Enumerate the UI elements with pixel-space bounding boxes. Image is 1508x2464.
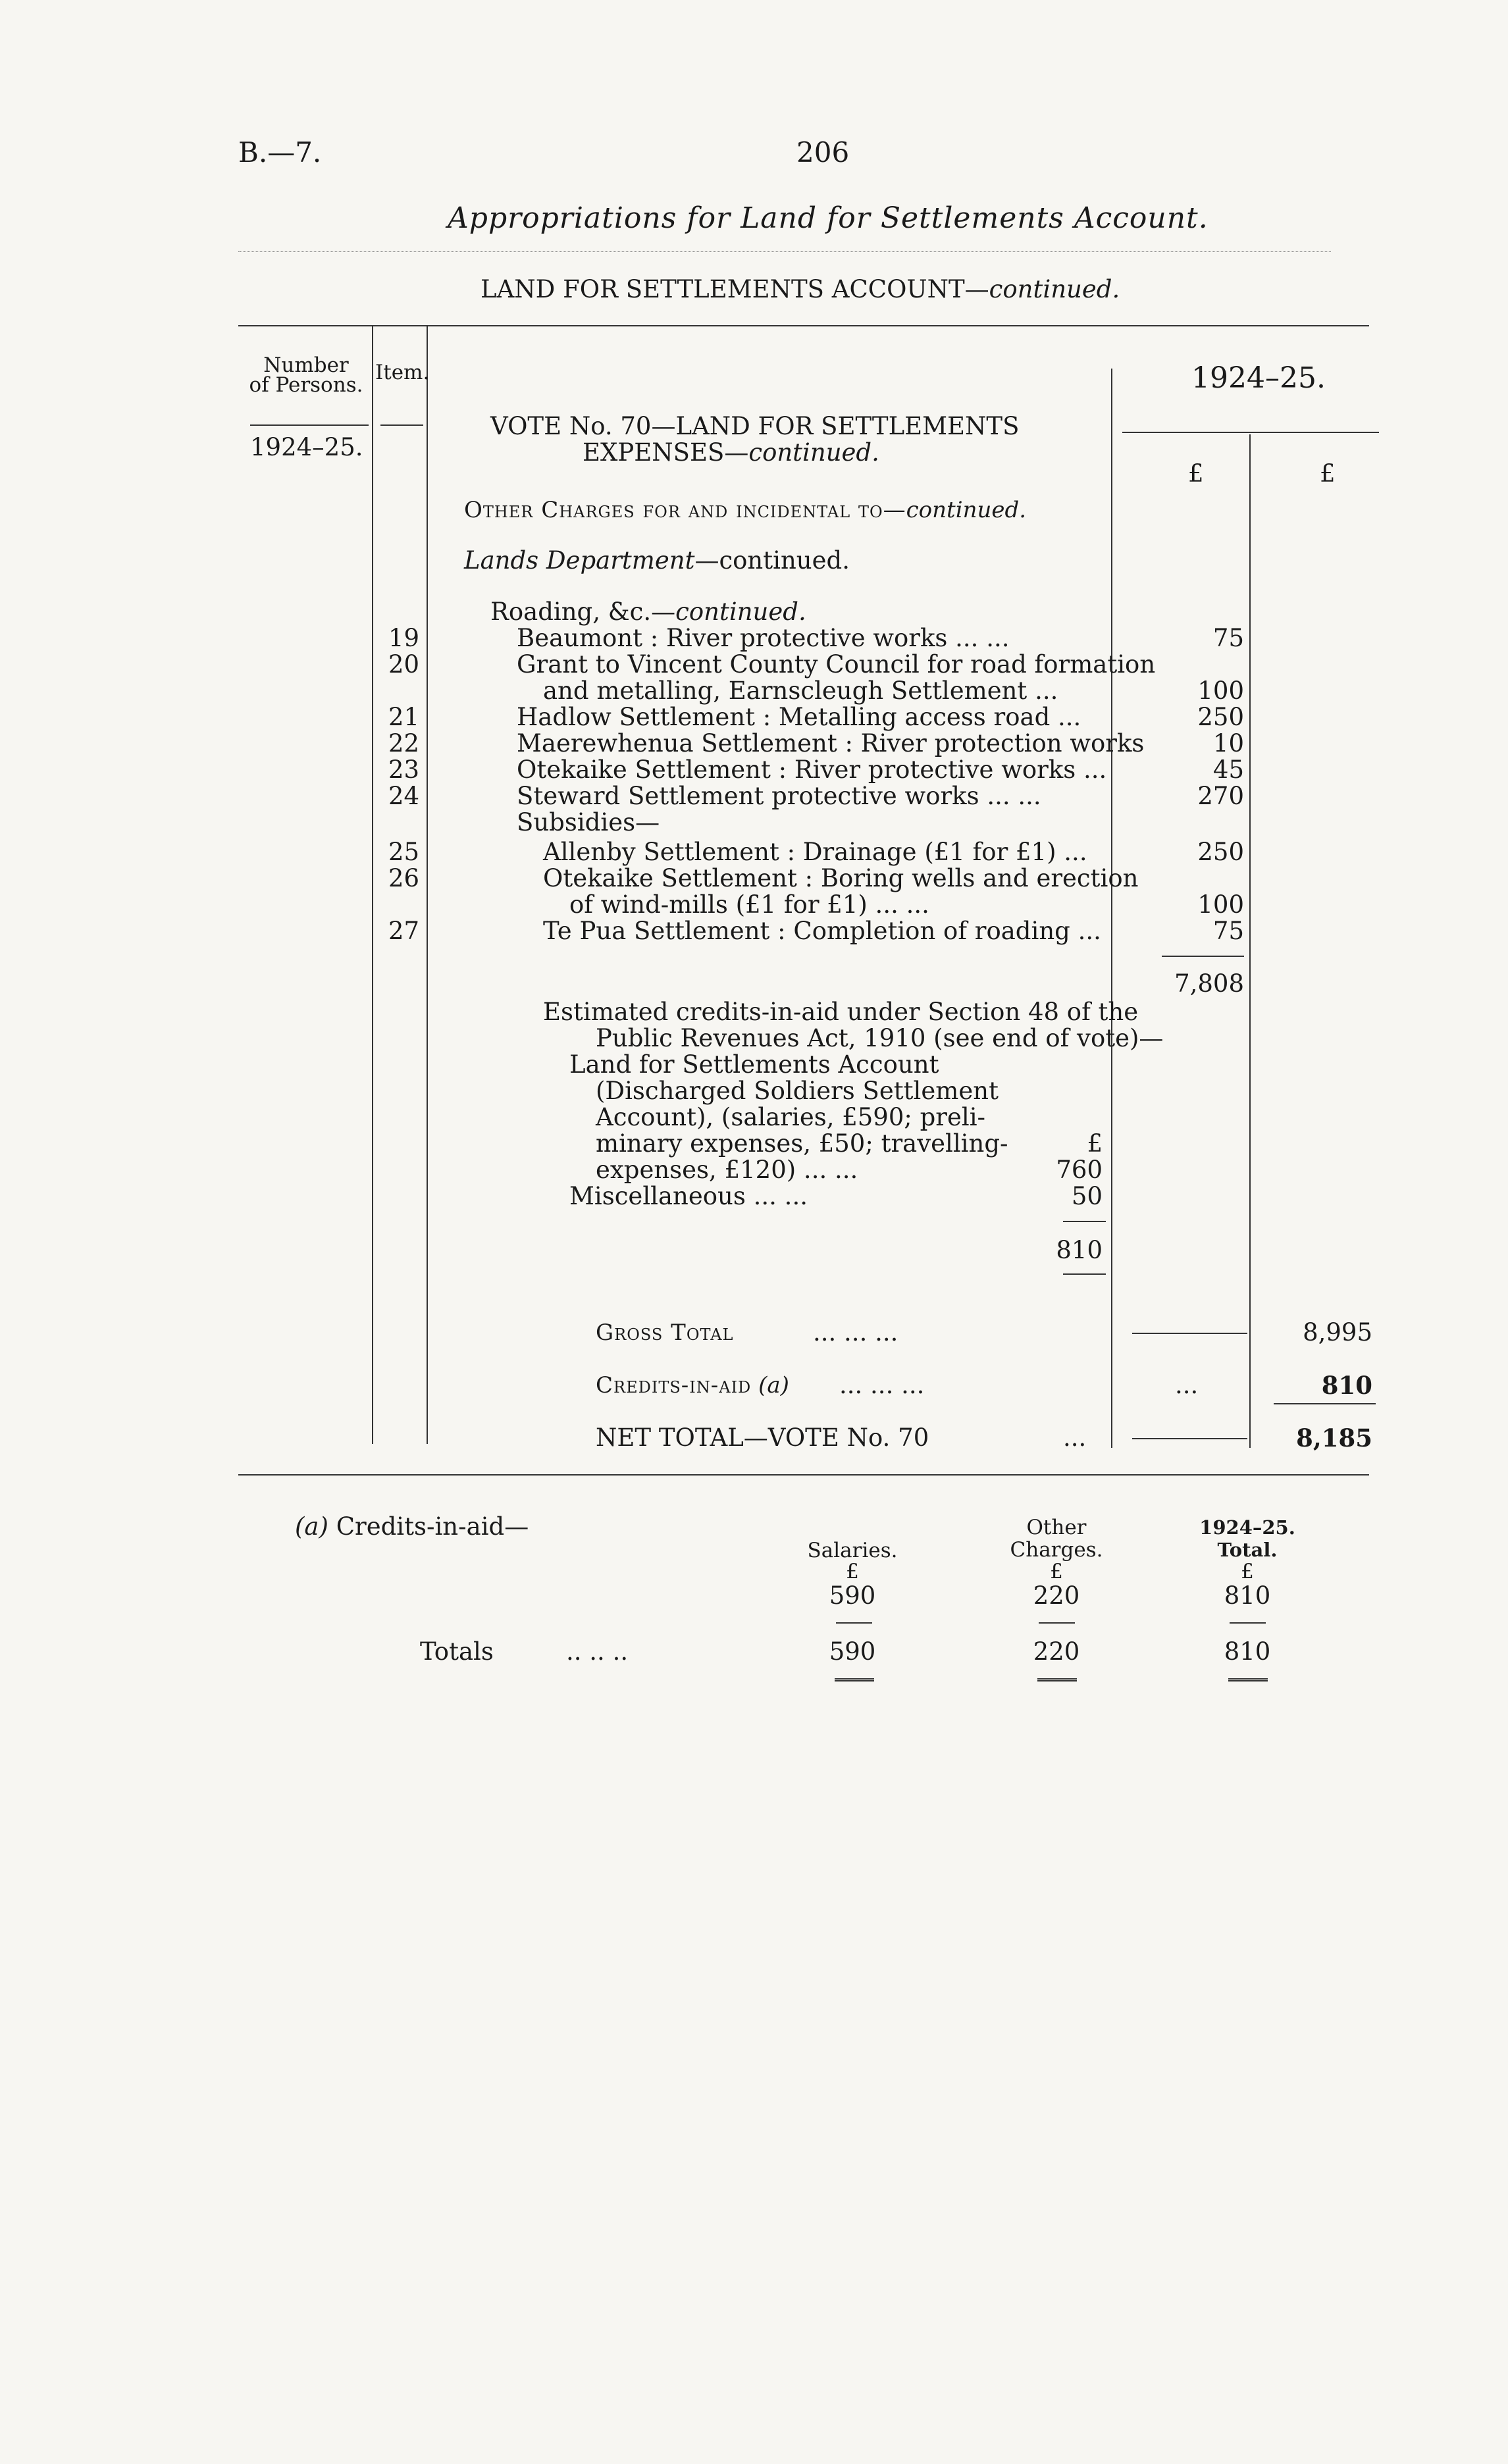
- subsidies-heading: Subsidies—: [517, 808, 660, 836]
- table-bottom-rule: [238, 1474, 1369, 1476]
- net-total-value: 8,185: [1296, 1424, 1372, 1452]
- item-number: 24: [388, 782, 420, 810]
- vote-heading-cont: EXPENSES—continued.: [583, 438, 879, 467]
- credits-estimate-text: Public Revenues Act, 1910 (see end of vote)—: [596, 1024, 1164, 1052]
- account-heading: LAND FOR SETTLEMENTS ACCOUNT—continued.: [481, 275, 1120, 303]
- persons-header-rule: [250, 424, 369, 426]
- credits-sum-rule: [1063, 1221, 1106, 1222]
- item-description-cont: of wind-mills (£1 for £1) ... ...: [569, 890, 929, 919]
- footnote-double-rule: [1228, 1678, 1268, 1681]
- item-amount: 75: [1212, 917, 1244, 945]
- item-number: 23: [388, 756, 420, 784]
- page-number: 206: [796, 136, 850, 168]
- credits-estimate-text: minary expenses, £50; travelling-: [596, 1129, 1008, 1158]
- title-rule: [238, 251, 1331, 252]
- credits-amount: 760: [1056, 1156, 1103, 1184]
- subtotal-rule: [1162, 956, 1244, 957]
- item-description: Allenby Settlement : Drainage (£1 for £1) ...: [543, 838, 1087, 866]
- footnote-salaries-value: 590: [829, 1581, 876, 1610]
- footnote-totals-dots: .. .. ..: [566, 1637, 629, 1666]
- persons-year: 1924–25.: [250, 433, 363, 461]
- item-amount: 250: [1197, 838, 1244, 866]
- vote-heading: VOTE No. 70—LAND FOR SETTLEMENTS: [490, 412, 1020, 440]
- item-amount: 10: [1212, 729, 1244, 757]
- item-amount: 45: [1212, 756, 1244, 784]
- footnote-rule: [1230, 1622, 1266, 1624]
- document-reference: B.—7.: [238, 136, 322, 168]
- credits-total: 810: [1056, 1236, 1103, 1264]
- pound-header-1: £: [1188, 459, 1204, 488]
- gross-dash: [1132, 1333, 1247, 1334]
- credits-pound-sign: £: [1087, 1129, 1103, 1158]
- item-description: Otekaike Settlement : River protective works ...: [517, 756, 1107, 784]
- net-dash: [1132, 1438, 1247, 1439]
- footnote-rule: [836, 1622, 872, 1624]
- item-amount: 250: [1197, 703, 1244, 731]
- footnote-pound: £: [1241, 1560, 1254, 1583]
- gross-total-label: Gross Total: [596, 1320, 734, 1346]
- footnote-salaries-header: Salaries.: [807, 1539, 898, 1562]
- credits-in-aid-label: Credits-in-aid (a): [596, 1372, 789, 1399]
- item-header-rule: [380, 424, 423, 426]
- footnote-double-rule: [835, 1678, 874, 1681]
- item-number: 22: [388, 729, 420, 757]
- item-description: Steward Settlement protective works ... ...: [517, 782, 1041, 810]
- credits-estimate-text: (Discharged Soldiers Settlement: [596, 1077, 999, 1105]
- footnote-total-value: 810: [1224, 1581, 1271, 1610]
- item-number: 25: [388, 838, 420, 866]
- item-amount: 270: [1197, 782, 1244, 810]
- credits-estimate-text: Account), (salaries, £590; preli-: [596, 1103, 986, 1131]
- net-total-dots: ...: [1063, 1424, 1087, 1452]
- item-amount: 100: [1197, 677, 1244, 705]
- credits-total-rule: [1063, 1273, 1106, 1275]
- item-header: Item.: [375, 361, 430, 384]
- pound-header-2: £: [1320, 459, 1336, 488]
- persons-column-rule: [372, 325, 373, 1444]
- item-amount: 75: [1212, 624, 1244, 652]
- subtotal-amount: 7,808: [1174, 969, 1244, 998]
- credits-in-aid-rule: [1274, 1403, 1376, 1404]
- year-header-rule: [1122, 432, 1379, 433]
- roading-heading: Roading, &c.—continued.: [490, 598, 806, 626]
- item-amount: 100: [1197, 890, 1244, 919]
- footnote-totals-total: 810: [1224, 1637, 1271, 1666]
- year-header: 1924–25.: [1191, 361, 1326, 395]
- item-number: 21: [388, 703, 420, 731]
- item-number: 19: [388, 624, 420, 652]
- item-description-cont: and metalling, Earnscleugh Settlement ...: [543, 677, 1058, 705]
- item-description: Te Pua Settlement : Completion of roading ...: [543, 917, 1101, 945]
- credits-in-aid-value: 810: [1321, 1371, 1372, 1400]
- footnote-label: (a) Credits-in-aid—: [295, 1512, 529, 1541]
- footnote-rule: [1039, 1622, 1075, 1624]
- credits-misc-label: Miscellaneous ... ...: [569, 1182, 808, 1210]
- footnote-double-rule: [1037, 1678, 1077, 1681]
- footnote-totals-label: Totals: [420, 1637, 494, 1666]
- amount-column-rule: [1111, 369, 1112, 1448]
- credits-estimate-text: Estimated credits-in-aid under Section 48 of the: [543, 998, 1139, 1026]
- credits-estimate-text: expenses, £120) ... ...: [596, 1156, 858, 1184]
- item-description: Maerewhenua Settlement : River protection works: [517, 729, 1145, 757]
- gross-total-value: 8,995: [1303, 1318, 1372, 1347]
- item-description: Hadlow Settlement : Metalling access road ...: [517, 703, 1081, 731]
- footnote-pound: £: [846, 1560, 859, 1583]
- footnote-other-value: 220: [1033, 1581, 1080, 1610]
- footnote-totals-other: 220: [1033, 1637, 1080, 1666]
- total-column-rule: [1249, 434, 1251, 1448]
- credits-estimate-text: Land for Settlements Account: [569, 1050, 939, 1079]
- item-description: Grant to Vincent County Council for road formation: [517, 650, 1156, 679]
- item-description: Beaumont : River protective works ... ...: [517, 624, 1010, 652]
- credits-in-aid-col-dots: ...: [1175, 1371, 1199, 1399]
- footnote-totals-salaries: 590: [829, 1637, 876, 1666]
- credits-in-aid-dots: ... ... ...: [839, 1371, 925, 1399]
- footnote-pound: £: [1050, 1560, 1063, 1583]
- gross-total-dots: ... ... ...: [813, 1318, 898, 1347]
- item-number: 20: [388, 650, 420, 679]
- other-charges-heading: Other Charges for and incidental to—continued.: [464, 497, 1027, 523]
- table-top-rule: [238, 325, 1369, 326]
- persons-header: Number of Persons.: [249, 353, 363, 397]
- credits-amount: 50: [1071, 1182, 1103, 1210]
- net-total-label: NET TOTAL—VOTE No. 70: [596, 1424, 929, 1452]
- item-number: 26: [388, 864, 420, 892]
- department-heading: Lands Department—continued.: [464, 546, 850, 575]
- page-title: Appropriations for Land for Settlements Account.: [448, 201, 1209, 235]
- item-number: 27: [388, 917, 420, 945]
- footnote-other-header: Other Charges.: [1010, 1516, 1103, 1562]
- item-description: Otekaike Settlement : Boring wells and erection: [543, 864, 1139, 892]
- footnote-total-header: 1924–25. Total.: [1199, 1516, 1295, 1561]
- item-column-rule: [427, 325, 428, 1444]
